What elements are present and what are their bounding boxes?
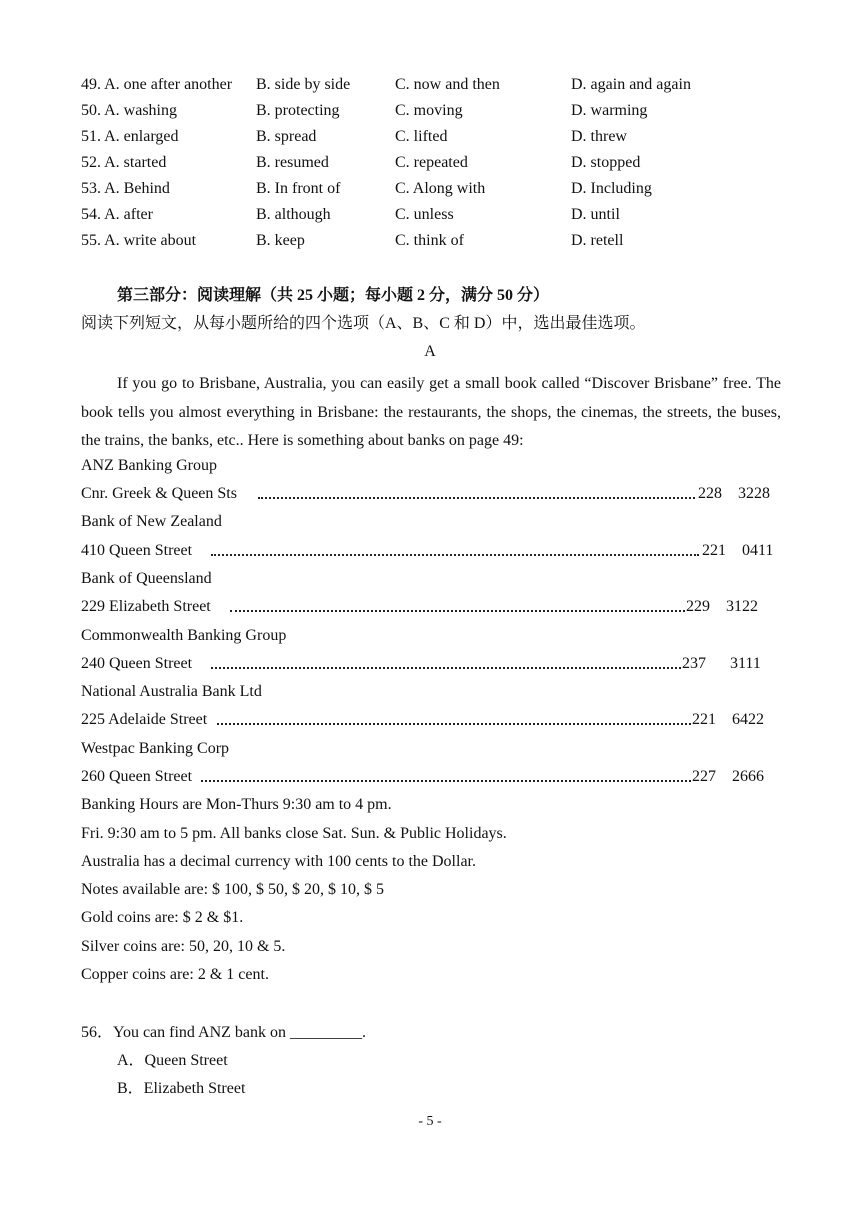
choice-row-53 bbox=[81, 176, 801, 202]
bank-phone: 221 0411 bbox=[702, 542, 774, 559]
choice-row-51 bbox=[81, 124, 801, 150]
choice-b: B. side by side bbox=[256, 76, 351, 93]
choice-d: D. until bbox=[571, 206, 620, 223]
bank-address: 240 Queen Street bbox=[81, 652, 196, 676]
bank-entry bbox=[81, 595, 781, 619]
leader-dots bbox=[217, 708, 691, 725]
bank-entry bbox=[81, 765, 781, 789]
bank-phone: 228 3228 bbox=[698, 485, 770, 502]
bank-name: Bank of New Zealand bbox=[81, 513, 222, 530]
note-line: Silver coins are: 50, 20, 10 & 5. bbox=[81, 938, 286, 955]
choice-c: C. now and then bbox=[395, 76, 500, 93]
bank-name: ANZ Banking Group bbox=[81, 457, 217, 474]
choice-row-55 bbox=[81, 228, 801, 254]
choice-a: 52. A. started bbox=[81, 154, 167, 171]
leader-dots bbox=[230, 595, 685, 612]
choice-a: 50. A. washing bbox=[81, 102, 177, 119]
leader-dots bbox=[211, 652, 681, 669]
choice-d: D. threw bbox=[571, 128, 627, 145]
question-option: A．Queen Street bbox=[117, 1052, 228, 1069]
leader-dots bbox=[211, 539, 699, 556]
question-option: B．Elizabeth Street bbox=[117, 1080, 246, 1097]
choice-row-54 bbox=[81, 202, 801, 228]
choice-b: B. although bbox=[256, 206, 331, 223]
bank-address: Cnr. Greek & Queen Sts bbox=[81, 482, 241, 506]
choice-d: D. retell bbox=[571, 232, 624, 249]
leader-dots bbox=[201, 765, 691, 782]
choice-c: C. repeated bbox=[395, 154, 468, 171]
choice-a: 53. A. Behind bbox=[81, 180, 170, 197]
choice-b: B. resumed bbox=[256, 154, 329, 171]
choice-d: D. stopped bbox=[571, 154, 641, 171]
choice-row-50 bbox=[81, 98, 801, 124]
passage-intro: If you go to Brisbane, Australia, you can easily get a small book called “Discover Brisbane” free. The book tells you almost everything in Brisbane: the restaurants, the shops, the cinemas, the streets, the buses, the trains, the banks, etc.. Here is something about banks on page 49: bbox=[81, 375, 781, 449]
choice-d: D. warming bbox=[571, 102, 648, 119]
choice-a: 55. A. write about bbox=[81, 232, 197, 249]
choice-c: C. think of bbox=[395, 232, 464, 249]
bank-entry bbox=[81, 539, 781, 563]
bank-phone: 221 6422 bbox=[692, 711, 764, 728]
bank-address: 225 Adelaide Street bbox=[81, 708, 211, 732]
note-line: Copper coins are: 2 & 1 cent. bbox=[81, 966, 269, 983]
bank-name: Commonwealth Banking Group bbox=[81, 627, 287, 644]
choice-a: 51. A. enlarged bbox=[81, 128, 179, 145]
choice-row-49 bbox=[81, 72, 801, 98]
note-line: Fri. 9:30 am to 5 pm. All banks close Sat. Sun. & Public Holidays. bbox=[81, 825, 507, 842]
bank-address: 410 Queen Street bbox=[81, 539, 196, 563]
section-heading: 第三部分：阅读理解（共 25 小题；每小题 2 分，满分 50 分） bbox=[117, 287, 550, 304]
bank-name: National Australia Bank Ltd bbox=[81, 683, 262, 700]
choice-c: C. unless bbox=[395, 206, 454, 223]
note-line: Banking Hours are Mon-Thurs 9:30 am to 4 pm. bbox=[81, 796, 392, 813]
choice-d: D. again and again bbox=[571, 76, 691, 93]
choice-c: C. moving bbox=[395, 102, 463, 119]
choice-row-52 bbox=[81, 150, 801, 176]
bank-name: Bank of Queensland bbox=[81, 570, 212, 587]
question-stem: 56．You can find ANZ bank on _________. bbox=[81, 1024, 367, 1041]
choice-c: C. Along with bbox=[395, 180, 486, 197]
choice-a: 49. A. one after another bbox=[81, 76, 233, 93]
bank-phone: 227 2666 bbox=[692, 768, 764, 785]
choice-b: B. In front of bbox=[256, 180, 341, 197]
choice-b: B. keep bbox=[256, 232, 305, 249]
bank-entry bbox=[81, 482, 781, 506]
choice-c: C. lifted bbox=[395, 128, 448, 145]
page-number: - 5 - bbox=[418, 1114, 442, 1129]
choice-b: B. spread bbox=[256, 128, 317, 145]
bank-name: Westpac Banking Corp bbox=[81, 740, 230, 757]
passage-label: A bbox=[424, 343, 436, 360]
bank-address: 229 Elizabeth Street bbox=[81, 595, 215, 619]
note-line: Gold coins are: $ 2 & $1. bbox=[81, 909, 244, 926]
bank-address: 260 Queen Street bbox=[81, 765, 196, 789]
choice-b: B. protecting bbox=[256, 102, 340, 119]
bank-phone: 229 3122 bbox=[686, 598, 758, 615]
leader-dots bbox=[258, 482, 695, 499]
bank-entry bbox=[81, 652, 781, 676]
note-line: Notes available are: $ 100, $ 50, $ 20, $ 10, $ 5 bbox=[81, 881, 385, 898]
choice-a: 54. A. after bbox=[81, 206, 153, 223]
section-instruction: 阅读下列短文，从每小题所给的四个选项（A、B、C 和 D）中，选出最佳选项。 bbox=[81, 315, 646, 332]
choice-d: D. Including bbox=[571, 180, 652, 197]
bank-entry bbox=[81, 708, 781, 732]
bank-phone: 237 3111 bbox=[682, 655, 761, 672]
note-line: Australia has a decimal currency with 100 cents to the Dollar. bbox=[81, 853, 476, 870]
